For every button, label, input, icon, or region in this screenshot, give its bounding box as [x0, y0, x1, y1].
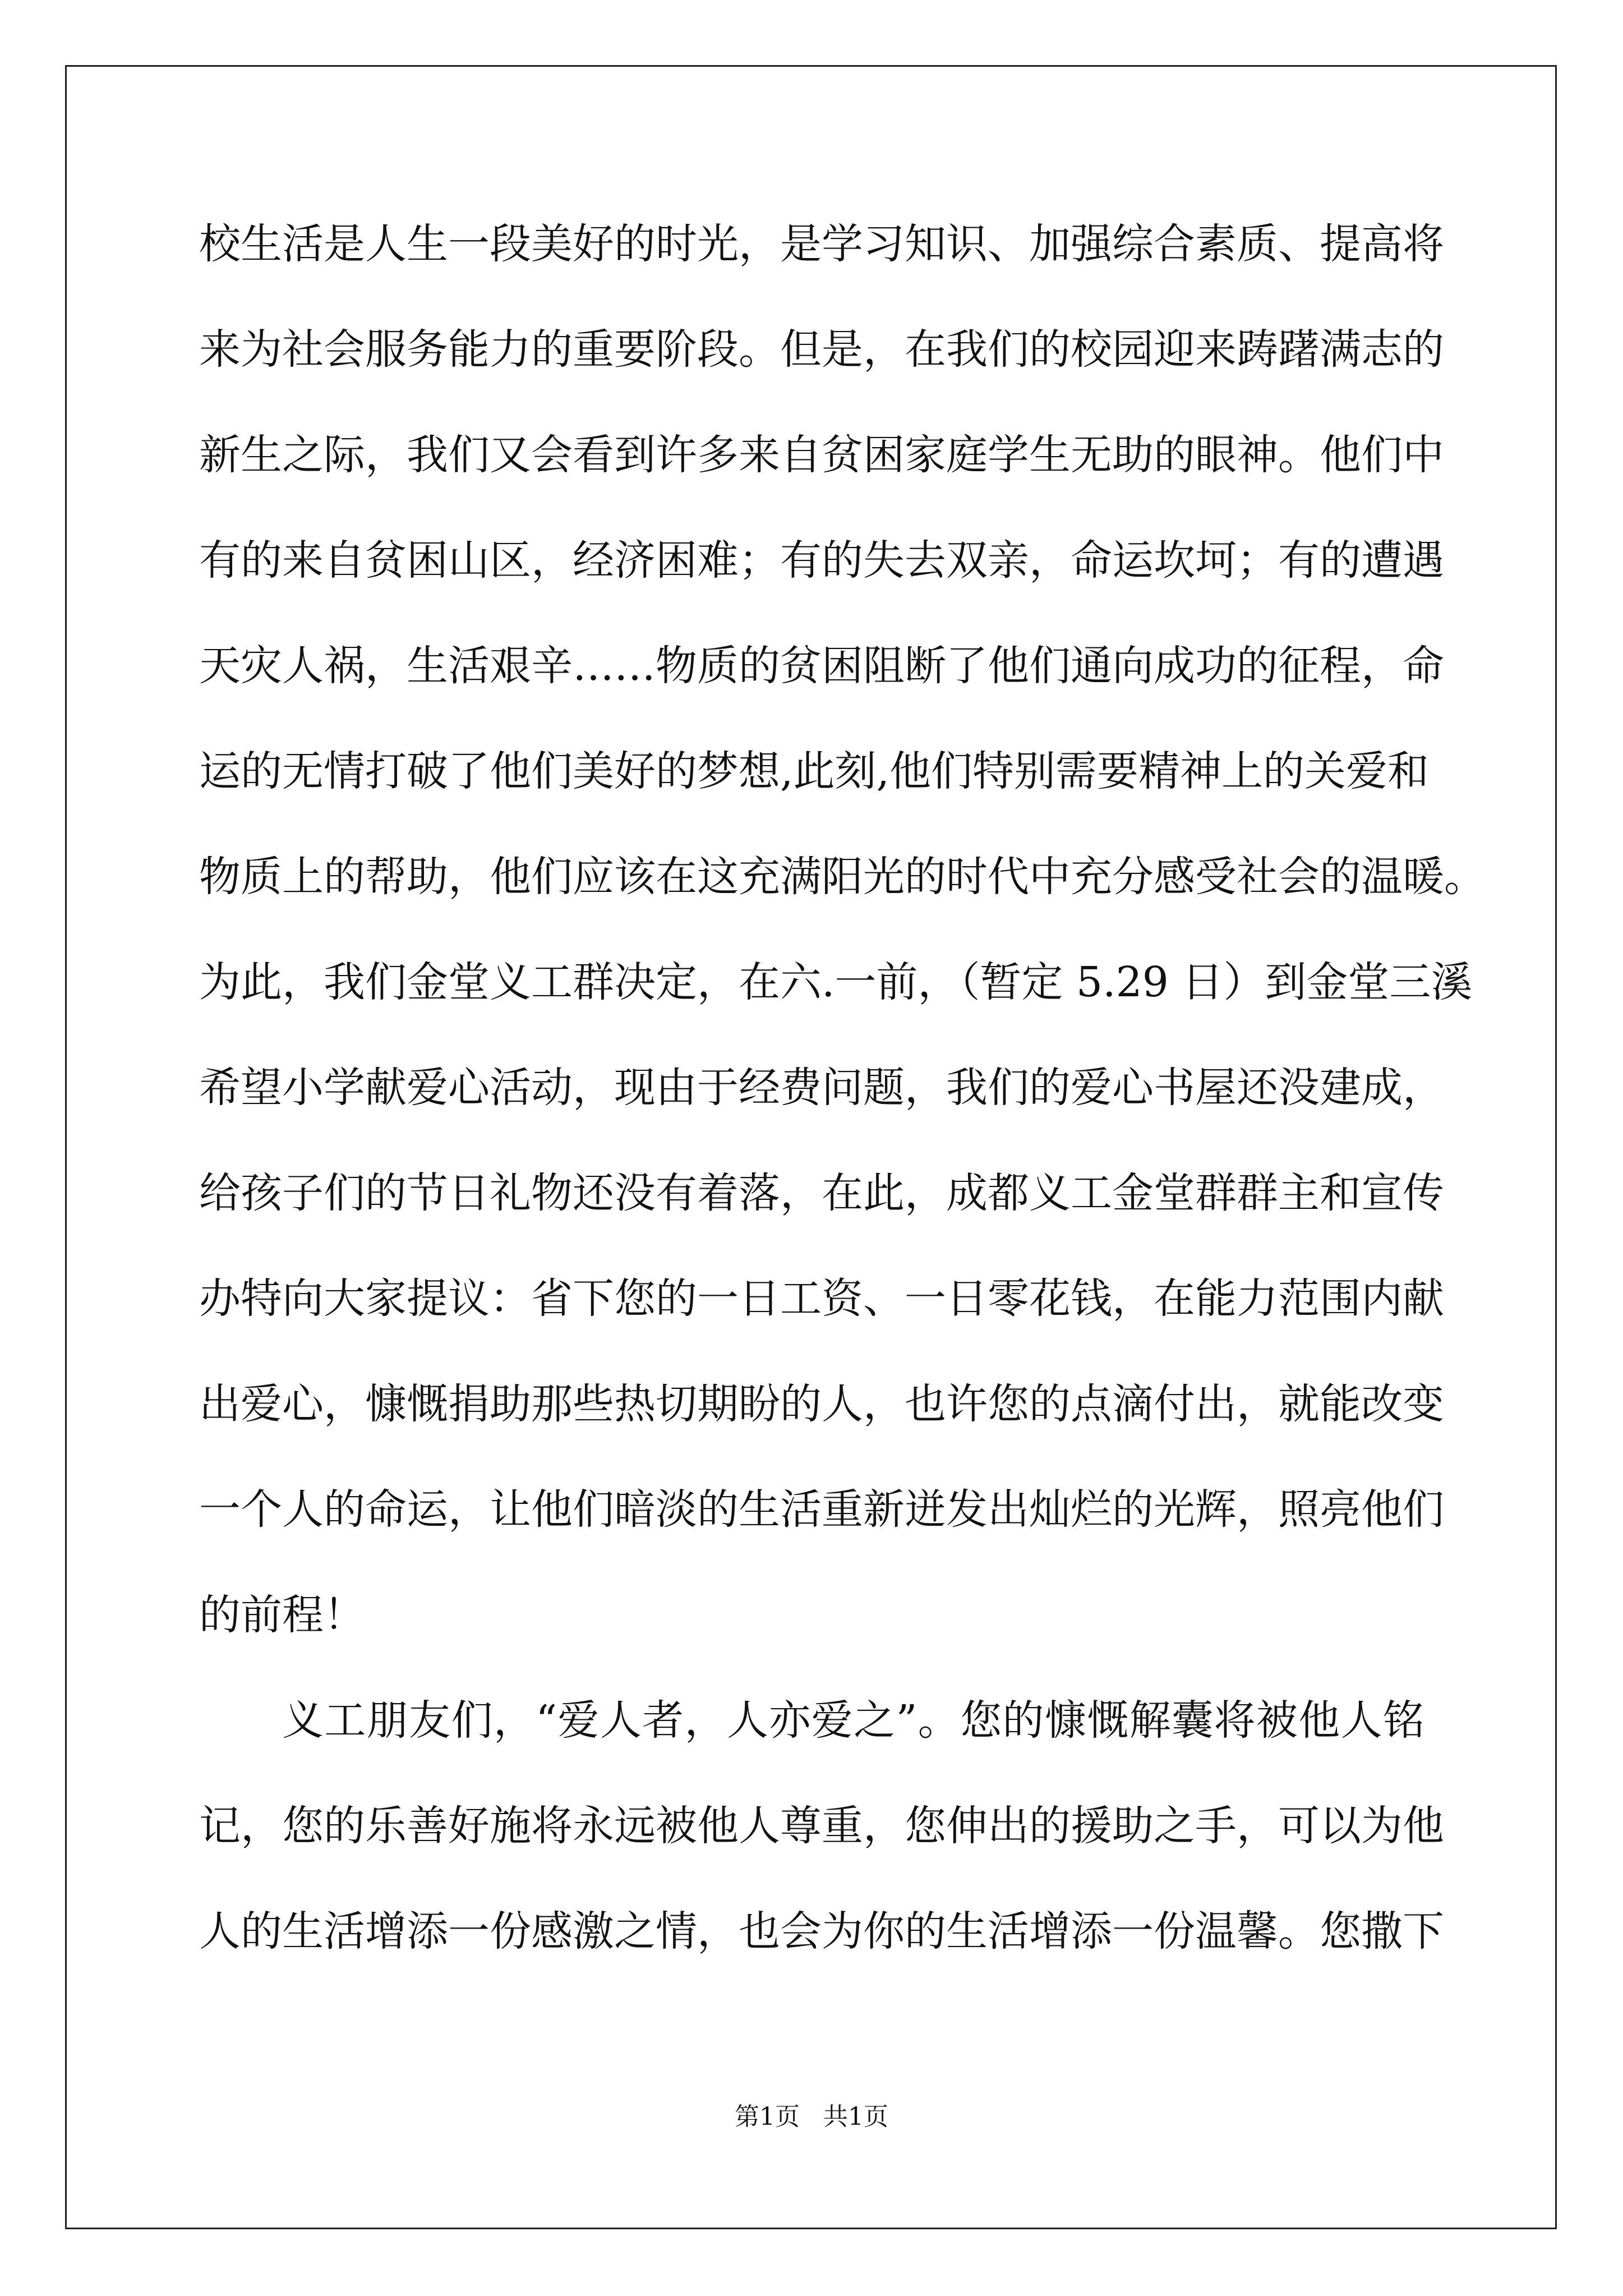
text-line: 一个人的命运，让他们暗淡的生活重新迸发出灿烂的光辉，照亮他们 — [199, 1485, 1444, 1534]
text-line: 物质上的帮助，他们应该在这充满阳光的时代中充分感受社会的温暖。 — [199, 853, 1486, 901]
paragraph-first-line: 义工朋友们，“爱人者，人亦爱之”。您的慷慨解囊将被他人铭 — [282, 1696, 1424, 1745]
text-line: 办特向大家提议：省下您的一日工资、一日零花钱，在能力范围内献 — [199, 1274, 1444, 1323]
text-line: 给孩子们的节日礼物还没有着落，在此，成都义工金堂群群主和宣传 — [199, 1169, 1444, 1217]
page-number-footer: 第1页 共1页 — [735, 2102, 888, 2131]
text-line: 有的来自贫困山区，经济困难；有的失去双亲，命运坎坷；有的遭遇 — [199, 536, 1444, 585]
text-line: 校生活是人生一段美好的时光，是学习知识、加强综合素质、提高将 — [199, 220, 1444, 268]
text-line: 新生之际，我们又会看到许多来自贫困家庭学生无助的眼神。他们中 — [199, 431, 1444, 479]
text-line: 天灾人祸，生活艰辛……物质的贫困阻断了他们通向成功的征程，命 — [199, 642, 1444, 690]
text-line: 人的生活增添一份感激之情，也会为你的生活增添一份温馨。您撒下 — [199, 1907, 1444, 1955]
text-line: 希望小学献爱心活动，现由于经费问题，我们的爱心书屋还没建成， — [199, 1064, 1444, 1112]
text-line: 为此，我们金堂义工群决定，在六.一前，（暂定 5.29 日）到金堂三溪 — [199, 958, 1473, 1006]
text-line: 记，您的乐善好施将永远被他人尊重，您伸出的援助之手，可以为他 — [199, 1802, 1444, 1850]
text-line: 来为社会服务能力的重要阶段。但是，在我们的校园迎来踌躇满志的 — [199, 325, 1444, 374]
text-line: 的前程！ — [199, 1591, 365, 1639]
text-line: 运的无情打破了他们美好的梦想,此刻,他们特别需要精神上的关爱和 — [199, 747, 1430, 795]
text-line: 出爱心，慷慨捐助那些热切期盼的人，也许您的点滴付出，就能改变 — [199, 1380, 1444, 1428]
